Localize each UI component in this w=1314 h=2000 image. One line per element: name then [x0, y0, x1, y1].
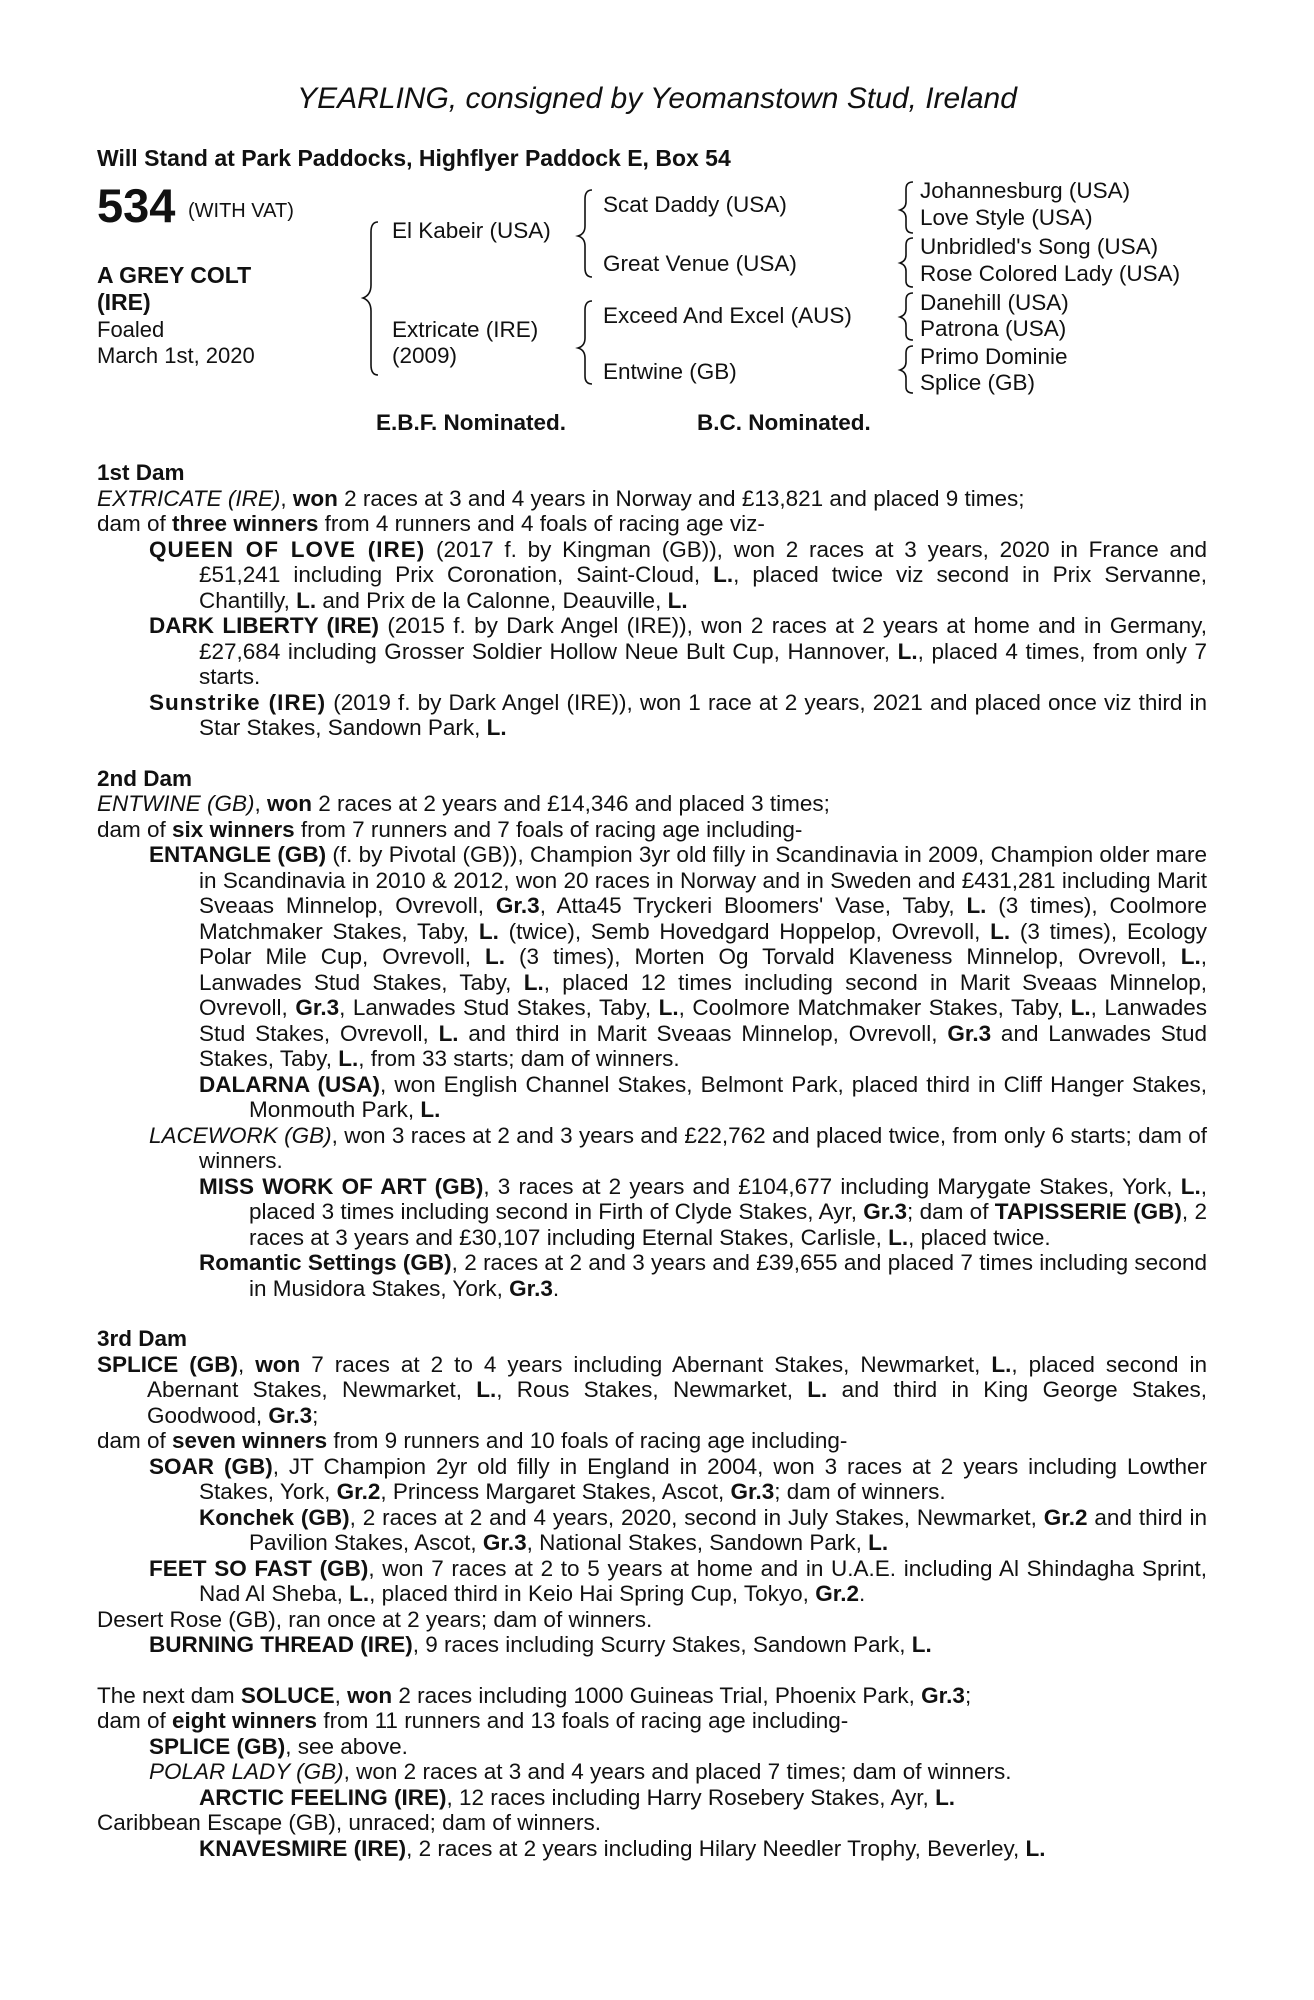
dam-name: EXTRICATE (IRE) — [97, 485, 281, 511]
produce-entry: Romantic Settings (GB), 2 races at 2 and 3 years and £39,655 and placed 7 times including second in Musidora Stakes, York, Gr.3. — [199, 1250, 1207, 1301]
pedigree-dam-dam: Entwine (GB) — [603, 359, 737, 384]
dam-name: SOLUCE — [240, 1682, 335, 1708]
section-heading: 3rd Dam — [97, 1326, 188, 1351]
section-heading: 2nd Dam — [97, 765, 193, 791]
stand-location: Will Stand at Park Paddocks, Highflyer Paddock E, Box 54 — [97, 145, 731, 171]
produce-entry: SPLICE (GB), see above. — [149, 1733, 408, 1759]
horse-breed: (IRE) — [97, 289, 151, 315]
produce-entry: SOAR (GB), JT Champion 2yr old filly in England in 2004, won 3 races at 2 years including Lowther Stakes, York, Gr.2, Princess Margaret Stakes, Ascot, Gr.3; dam of winners. — [149, 1453, 1207, 1504]
horse-name: ARCTIC FEELING (IRE) — [199, 1784, 447, 1810]
produce-summary: dam of eight winners from 11 runners and 13 foals of racing age including- — [97, 1708, 849, 1733]
horse-name: BURNING THREAD (IRE) — [149, 1632, 413, 1657]
first-dam-section — [97, 460, 1207, 741]
next-dam-section — [97, 1683, 1207, 1862]
dam-line: The next dam SOLUCE, won 2 races including 1000 Guineas Trial, Phoenix Park, Gr.3; — [97, 1682, 972, 1708]
produce-entry: MISS WORK OF ART (GB), 3 races at 2 years and £104,677 including Marygate Stakes, York, L., placed 3 times including second in Firth of Clyde Stakes, Ayr, Gr.3; dam of TAPISSERIE (GB), 2 races at 3 years and £30,107 including Eternal Stakes, Carlisle, L., placed twice. — [199, 1173, 1207, 1250]
pedigree-narrative — [97, 460, 1207, 1886]
produce-entry: KNAVESMIRE (IRE), 2 races at 2 years including Hilary Needler Trophy, Beverley, L. — [199, 1835, 1046, 1861]
pedigree-ssd: Love Style (USA) — [920, 205, 1093, 230]
foaled-label: Foaled — [97, 317, 165, 342]
horse-name: QUEEN OF LOVE (IRE) — [149, 536, 426, 562]
horse-name: KNAVESMIRE (IRE) — [199, 1835, 407, 1861]
bc-nomination: B.C. Nominated. — [697, 410, 871, 435]
produce-summary: dam of three winners from 4 runners and 4 foals of racing age viz- — [97, 511, 765, 536]
horse-name: LACEWORK (GB) — [149, 1122, 332, 1148]
produce-summary: dam of seven winners from 9 runners and 10 foals of racing age including- — [97, 1428, 848, 1453]
pedigree-sss: Johannesburg (USA) — [920, 178, 1131, 203]
produce-summary: dam of six winners from 7 runners and 7 foals of racing age including- — [97, 816, 803, 842]
horse-name: SPLICE (GB) — [149, 1733, 286, 1759]
produce-entry: QUEEN OF LOVE (IRE) (2017 f. by Kingman (GB)), won 2 races at 3 years, 2020 in France and £51,241 including Prix Coronation, Saint-Cloud, L., placed twice viz second in Prix Servanne, Chantilly, L. and Prix de la Calonne, Deauville, L. — [149, 536, 1207, 613]
horse-name: SOAR (GB) — [149, 1453, 273, 1479]
dam-line: SPLICE (GB), won 7 races at 2 to 4 years including Abernant Stakes, Newmarket, L., placed second in Abernant Stakes, Newmarket, L., Rous Stakes, Newmarket, L. and third in King George Stakes, Goodwood, Gr.3; — [97, 1351, 1208, 1428]
pedigree-dam-year: (2009) — [392, 343, 458, 368]
second-dam-section — [97, 766, 1207, 1302]
horse-name: Romantic Settings (GB) — [199, 1250, 452, 1275]
horse-name: MISS WORK OF ART (GB) — [199, 1173, 484, 1199]
pedigree-sire-sire: Scat Daddy (USA) — [603, 192, 787, 217]
pedigree-dsd: Patrona (USA) — [920, 316, 1067, 341]
vat-note: (WITH VAT) — [188, 200, 294, 222]
produce-entry: DALARNA (USA), won English Channel Stakes, Belmont Park, placed third in Cliff Hanger Stakes, Monmouth Park, L. — [199, 1071, 1207, 1122]
horse-name: FEET SO FAST (GB) — [149, 1555, 369, 1581]
produce-entry: Desert Rose (GB), ran once at 2 years; dam of winners. — [97, 1606, 653, 1632]
pedigree-sds: Unbridled's Song (USA) — [920, 234, 1159, 259]
produce-entry: Sunstrike (IRE) (2019 f. by Dark Angel (IRE)), won 1 race at 2 years, 2021 and placed once viz third in Star Stakes, Sandown Park, L. — [149, 689, 1207, 740]
lot-number: 534 — [97, 179, 176, 232]
produce-entry: Konchek (GB), 2 races at 2 and 4 years, 2020, second in July Stakes, Newmarket, Gr.2 and third in Pavilion Stakes, Ascot, Gr.3, National Stakes, Sandown Park, L. — [199, 1504, 1208, 1555]
pedigree-dss: Danehill (USA) — [920, 290, 1069, 315]
produce-entry: ENTANGLE (GB) (f. by Pivotal (GB)), Champion 3yr old filly in Scandinavia in 2009, Champion older mare in Scandinavia in 2010 & 2012, won 20 races in Norway and in Sweden and £431,281 including Marit Sveaas Minnelop, Ovrevoll, Gr.3, Atta45 Tryckeri Bloomers' Vase, Taby, L. (3 times), Coolmore Matchmaker Stakes, Taby, L. (twice), Semb Hovedgard Hoppelop, Ovrevoll, L. (3 times), Ecology Polar Mile Cup, Ovrevoll, L. (3 times), Morten Og Torvald Klaveness Minnelop, Ovrevoll, L., Lanwades Stud Stakes, Taby, L., placed 12 times including second in Marit Sveaas Minnelop, Ovrevoll, Gr.3, Lanwades Stud Stakes, Taby, L., Coolmore Matchmaker Stakes, Taby, L., Lanwades Stud Stakes, Ovrevoll, L. and third in Marit Sveaas Minnelop, Ovrevoll, Gr.3 and Lanwades Stud Stakes, Taby, L., from 33 starts; dam of winners. — [149, 842, 1207, 1071]
produce-entry: LACEWORK (GB), won 3 races at 2 and 3 years and £22,762 and placed twice, from only 6 starts; dam of winners. — [149, 1122, 1207, 1173]
produce-entry: Caribbean Escape (GB), unraced; dam of winners. — [97, 1810, 601, 1835]
horse-name: DARK LIBERTY (IRE) — [149, 613, 380, 638]
horse-name: Konchek (GB) — [199, 1504, 350, 1530]
produce-entry: BURNING THREAD (IRE), 9 races including Scurry Stakes, Sandown Park, L. — [149, 1632, 932, 1657]
produce-entry: FEET SO FAST (GB), won 7 races at 2 to 5 years at home and in U.A.E. including Al Shindagha Sprint, Nad Al Sheba, L., placed third in Keio Hai Spring Cup, Tokyo, Gr.2. — [149, 1555, 1207, 1606]
pedigree-dam: Extricate (IRE) — [392, 317, 539, 342]
dam-name: ENTWINE (GB) — [97, 791, 255, 816]
produce-entry: DARK LIBERTY (IRE) (2015 f. by Dark Angel (IRE)), won 2 races at 2 years at home and in Germany, £27,684 including Grosser Soldier Hollow Neue Bult Cup, Hannover, L., placed 4 times, from only 7 starts. — [149, 613, 1208, 689]
horse-name: POLAR LADY (GB) — [149, 1759, 344, 1784]
horse-name: Sunstrike (IRE) — [149, 689, 327, 715]
pedigree-dds: Primo Dominie — [920, 344, 1068, 369]
produce-entry: ARCTIC FEELING (IRE), 12 races including Harry Rosebery Stakes, Ayr, L. — [199, 1784, 956, 1810]
pedigree-sire: El Kabeir (USA) — [392, 218, 551, 243]
third-dam-section — [97, 1326, 1207, 1658]
pedigree-sire-dam: Great Venue (USA) — [603, 251, 797, 276]
horse-description: A GREY COLT — [97, 262, 252, 288]
dam-name: SPLICE (GB) — [97, 1351, 239, 1377]
produce-entry: POLAR LADY (GB), won 2 races at 3 and 4 years and placed 7 times; dam of winners. — [149, 1759, 1012, 1784]
pedigree-ddd: Splice (GB) — [920, 370, 1036, 395]
ebf-nomination: E.B.F. Nominated. — [376, 410, 567, 435]
dam-line: EXTRICATE (IRE), won 2 races at 3 and 4 years in Norway and £13,821 and placed 9 times; — [97, 485, 1025, 511]
pedigree-sdd: Rose Colored Lady (USA) — [920, 261, 1181, 286]
horse-name: ENTANGLE (GB) — [149, 842, 327, 867]
section-heading: 1st Dam — [97, 460, 185, 485]
dam-line: ENTWINE (GB), won 2 races at 2 years and £14,346 and placed 3 times; — [97, 791, 830, 816]
horse-name: DALARNA (USA) — [199, 1071, 380, 1097]
consignor-header: YEARLING, consigned by Yeomanstown Stud, Ireland — [297, 82, 1017, 115]
pedigree-dam-sire: Exceed And Excel (AUS) — [603, 303, 852, 328]
foaled-date: March 1st, 2020 — [97, 343, 255, 368]
